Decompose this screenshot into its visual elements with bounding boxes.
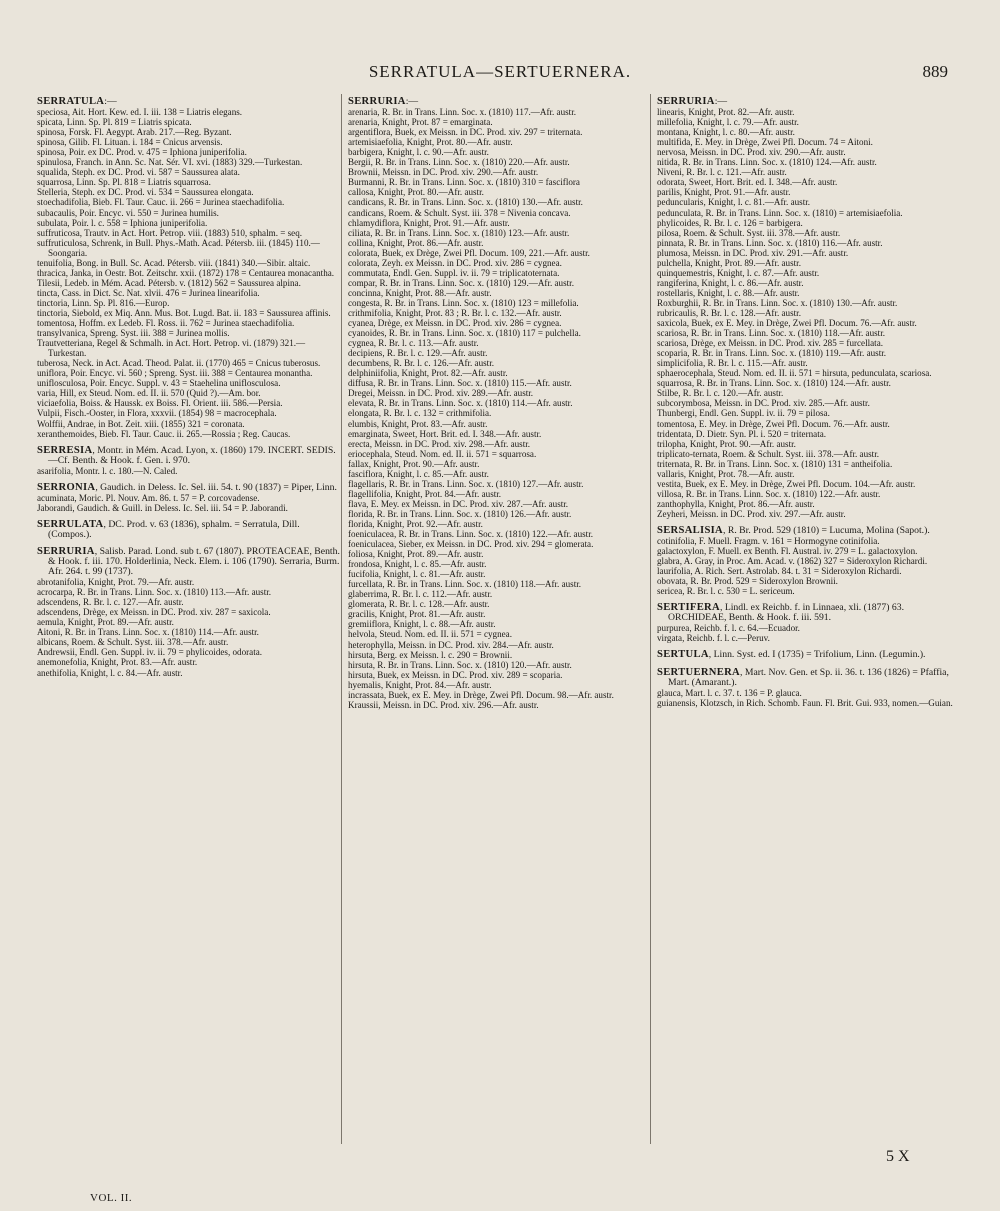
- species-entry: obovata, R. Br. Prod. 529 = Sideroxylon Brownii.: [657, 576, 838, 587]
- genus-citation: , R. Br. Prod. 529 (1810) = Lucuma, Molina (Sapot.).: [723, 524, 930, 536]
- species-entry: collina, Knight, Prot. 86.—Afr. austr.: [348, 237, 484, 248]
- species-entry: hirsuta, Berg. ex Meissn. l. c. 290 = Brownii.: [348, 649, 513, 660]
- species-entry: acrocarpa, R. Br. in Trans. Linn. Soc. x. (1810) 113.—Afr. austr.: [37, 587, 272, 598]
- species-entry: viciaefolia, Boiss. & Haussk. ex Boiss. Fl. Orient. iii. 586.—Persia.: [37, 398, 283, 409]
- genus-heading: [345, 97, 650, 107]
- species-entry: Kraussii, Meissn. in DC. Prod. xiv. 296.—Afr. austr.: [348, 699, 539, 710]
- species-entry: anethifolia, Knight, l. c. 84.—Afr. austr.: [37, 667, 183, 678]
- species-entry: florida, R. Br. in Trans. Linn. Soc. x. (1810) 126.—Afr. austr.: [348, 508, 572, 519]
- species-entry: elumbis, Knight, Prot. 83.—Afr. austr.: [348, 418, 488, 429]
- genus-citation: :—: [714, 97, 728, 107]
- species-entry: congesta, R. Br. in Trans. Linn. Soc. x. (1810) 123 = millefolia.: [348, 297, 579, 308]
- species-entry: decumbens, R. Br. l. c. 126.—Afr. austr.: [348, 358, 494, 369]
- genus-name: SERRESIA: [37, 444, 93, 456]
- species-entry: stoechadifolia, Bieb. Fl. Taur. Cauc. ii. 266 = Jurinea staechadifolia.: [37, 197, 285, 208]
- species-entry: laurifolia, A. Rich. Sert. Astrolab. 84. t. 31 = Sideroxylon Richardi.: [657, 566, 902, 577]
- species-entry: Thunbergi, Endl. Gen. Suppl. iv. ii. 79 = pilosa.: [657, 408, 830, 419]
- genus-block: [654, 603, 964, 643]
- species-entry: tridentata, D. Dietr. Syn. Pl. i. 520 = triternata.: [657, 428, 827, 439]
- species-entry: spinulosa, Franch. in Ann. Sc. Nat. Sér. VI. xvi. (1883) 329.—Turkestan.: [37, 157, 303, 168]
- genus-name: SERTIFERA: [657, 602, 720, 614]
- species-entry: cyanea, Drège, ex Meissn. in DC. Prod. xiv. 286 = cygnea.: [348, 318, 562, 329]
- species-entry: Niveni, R. Br. l. c. 121.—Afr. austr.: [657, 167, 787, 178]
- species-entry: subacaulis, Poir. Encyc. vi. 550 = Jurinea humilis.: [37, 207, 219, 218]
- species-entry: abrotanifolia, Knight, Prot. 79.—Afr. austr.: [37, 577, 195, 588]
- species-entry: foeniculacea, Sieber, ex Meissn. in DC. Prod. xiv. 294 = glomerata.: [348, 539, 594, 550]
- species-entry: Tilesii, Ledeb. in Mém. Acad. Pétersb. v. (1812) 562 = Saussurea alpina.: [37, 277, 301, 288]
- genus-citation: , Lindl. ex Reichb. f. in Linnaea, xli. (1877) 63. ORCHIDEAE, Benth. & Hook. f. iii. 591.: [668, 602, 904, 624]
- column-divider: [341, 94, 342, 1144]
- species-entry: chlamydiflora, Knight, Prot. 91.—Afr. austr.: [348, 217, 510, 228]
- species-entry: trilopha, Knight, Prot. 90.—Afr. austr.: [657, 438, 796, 449]
- genus-block: [654, 650, 964, 660]
- genus-citation: , Salisb. Parad. Lond. sub t. 67 (1807). PROTEACEAE, Benth. & Hook. f. iii. 170. Holderlinia, Neck. Elem. i. 106 (1790). Serraria, Burm. Afr. 264. t. 99 (1737).: [48, 545, 340, 578]
- species-entry: ciliata, R. Br. in Trans. Linn. Soc. x. (1810) 123.—Afr. austr.: [348, 227, 570, 238]
- genus-heading: [654, 526, 964, 536]
- species-entry: fucifolia, Knight, l. c. 81.—Afr. austr.: [348, 569, 486, 580]
- genus-citation: , DC. Prod. v. 63 (1836), sphalm. = Serratula, Dill. (Compos.).: [48, 518, 300, 540]
- species-entry: Aitoni, R. Br. in Trans. Linn. Soc. x. (1810) 114.—Afr. austr.: [37, 627, 259, 638]
- species-entry: gremiiflora, Knight, l. c. 88.—Afr. austr.: [348, 619, 496, 630]
- species-entry: montana, Knight, l. c. 80.—Afr. austr.: [657, 127, 795, 138]
- species-entry: hirsuta, R. Br. in Trans. Linn. Soc. x. (1810) 120.—Afr. austr.: [348, 659, 572, 670]
- genus-heading: [654, 97, 964, 107]
- species-entry: vallaris, Knight, Prot. 78.—Afr. austr.: [657, 468, 795, 479]
- species-entry: Vulpii, Fisch.-Ooster, in Flora, xxxvii. (1854) 98 = macrocephala.: [37, 408, 277, 419]
- genus-citation: :—: [104, 97, 117, 107]
- species-entry: sphaerocephala, Steud. Nom. ed. II. ii. 571 = hirsuta, pedunculata, scariosa.: [657, 368, 932, 379]
- species-entry: subcorymbosa, Meissn. in DC. Prod. xiv. 285.—Afr. austr.: [657, 398, 870, 409]
- species-entry: plumosa, Meissn. in DC. Prod. xiv. 291.—Afr. austr.: [657, 247, 849, 258]
- species-entry: scariosa, R. Br. in Trans. Linn. Soc. x. (1810) 118.—Afr. austr.: [657, 328, 886, 339]
- column-left: [34, 97, 340, 1207]
- species-entry: colorata, Buek, ex Drège, Zwei Pfl. Docum. 109, 221.—Afr. austr.: [348, 247, 590, 258]
- species-entry: pedunculata, R. Br. in Trans. Linn. Soc. x. (1810) = artemisiaefolia.: [657, 207, 903, 218]
- species-entry: Stilbe, R. Br. l. c. 120.—Afr. austr.: [657, 388, 784, 399]
- species-entry: anemonefolia, Knight, Prot. 83.—Afr. austr.: [37, 657, 198, 668]
- species-entry: triplicato-ternata, Roem. & Schult. Syst. iii. 378.—Afr. austr.: [657, 448, 880, 459]
- species-entry: Wolffii, Andrae, in Bot. Zeit. xiii. (1855) 321 = coronata.: [37, 418, 245, 429]
- species-entry: glabra, A. Gray, in Proc. Am. Acad. v. (1862) 327 = Sideroxylon Richardi.: [657, 556, 928, 567]
- species-entry: pilosa, Roem. & Schult. Syst. iii. 378.—Afr. austr.: [657, 227, 841, 238]
- species-entry: varia, Hill, ex Steud. Nom. ed. II. ii. 570 (Quid ?).—Am. bor.: [37, 388, 261, 399]
- species-entry: galactoxylon, F. Muell. ex Benth. Fl. Austral. iv. 279 = L. galactoxylon.: [657, 546, 918, 557]
- species-entry: eriocephala, Steud. Nom. ed. II. ii. 571 = squarrosa.: [348, 448, 537, 459]
- species-entry: glauca, Mart. l. c. 37. t. 136 = P. glauca.: [657, 687, 802, 698]
- genus-heading: [34, 97, 340, 107]
- species-entry: tomentosa, E. Mey. in Drège, Zwei Pfl. Docum. 76.—Afr. austr.: [657, 418, 890, 429]
- species-entry: phylicoides, R. Br. l. c. 126 = barbigera.: [657, 217, 803, 228]
- column-middle: [345, 97, 650, 1207]
- species-entry: aemula, Knight, Prot. 89.—Afr. austr.: [37, 617, 174, 628]
- volume-label: VOL. II.: [90, 1192, 133, 1204]
- page-number: 889: [922, 62, 948, 81]
- species-entry: virgata, Reichb. f. l. c.—Peruv.: [657, 633, 770, 644]
- species-entry: concinna, Knight, Prot. 88.—Afr. austr.: [348, 287, 492, 298]
- species-entry: candicans, Roem. & Schult. Syst. iii. 378 = Nivenia concava.: [348, 207, 571, 218]
- species-entry: pulchella, Knight, Prot. 89.—Afr. austr.: [657, 257, 801, 268]
- genus-block: [654, 668, 964, 708]
- genus-name: SERSALISIA: [657, 524, 724, 536]
- species-entry: hyemalis, Knight, Prot. 84.—Afr. austr.: [348, 679, 492, 690]
- species-entry: cotinifolia, F. Muell. Fragm. v. 161 = Hormogyne cotinifolia.: [657, 536, 880, 547]
- species-entry: multifida, E. Mey. in Drège, Zwei Pfl. Docum. 74 = Aitoni.: [657, 137, 873, 148]
- species-entry: tinctoria, Siebold, ex Miq. Ann. Mus. Bot. Lugd. Bat. ii. 183 = Saussurea affinis.: [37, 307, 331, 318]
- species-entry: tuberosa, Neck. in Act. Acad. Theod. Palat. ii. (1770) 465 = Cnicus tuberosus.: [37, 358, 321, 369]
- species-entry: suffruticosa, Trautv. in Act. Hort. Petrop. viii. (1883) 510, sphalm. = seq.: [37, 227, 303, 238]
- species-entry: rubricaulis, R. Br. l. c. 128.—Afr. austr.: [657, 307, 801, 318]
- species-entry: transylvanica, Spreng. Syst. iii. 388 = Jurinea mollis.: [37, 328, 230, 339]
- species-entry: erecta, Meissn. in DC. Prod. xiv. 298.—Afr. austr.: [348, 438, 531, 449]
- species-entry: xeranthemoides, Bieb. Fl. Taur. Cauc. ii. 265.—Rossia ; Reg. Caucas.: [37, 428, 291, 439]
- species-entry: zanthophylla, Knight, Prot. 86.—Afr. austr.: [657, 498, 815, 509]
- species-entry: glomerata, R. Br. l. c. 128.—Afr. austr.: [348, 599, 490, 610]
- species-entry: Andrewsii, Endl. Gen. Suppl. iv. ii. 79 = phylicoides, odorata.: [37, 647, 263, 658]
- genus-block: [345, 97, 650, 710]
- species-entry: tenuifolia, Bong. in Bull. Sc. Acad. Pétersb. viii. (1841) 340.—Sibir. altaic.: [37, 257, 311, 268]
- signature-mark: 5 X: [886, 1148, 910, 1165]
- species-entry: tomentosa, Hoffm. ex Ledeb. Fl. Ross. ii. 762 = Jurinea staechadifolia.: [37, 318, 295, 329]
- species-entry: thracica, Janka, in Oestr. Bot. Zeitschr. xxii. (1872) 178 = Centaurea monacantha.: [37, 267, 335, 278]
- species-entry: Dregei, Meissn. in DC. Prod. xiv. 289.—Afr. austr.: [348, 388, 534, 399]
- species-entry: decipiens, R. Br. l. c. 129.—Afr. austr.: [348, 348, 488, 359]
- genus-heading: [34, 520, 340, 540]
- species-entry: linearis, Knight, Prot. 82.—Afr. austr.: [657, 107, 795, 118]
- species-entry: peduncularis, Knight, l. c. 81.—Afr. austr.: [657, 197, 811, 208]
- species-entry: parilis, Knight, Prot. 91.—Afr. austr.: [657, 187, 791, 198]
- species-entry: squarrosa, R. Br. in Trans. Linn. Soc. x. (1810) 124.—Afr. austr.: [657, 378, 891, 389]
- species-entry: sericea, R. Br. l. c. 530 = L. sericeum.: [657, 586, 795, 597]
- species-entry: glaberrima, R. Br. l. c. 112.—Afr. austr.: [348, 589, 493, 600]
- species-entry: Stelleria, Steph. ex DC. Prod. vi. 534 = Saussurea elongata.: [37, 187, 254, 198]
- column-right: [654, 97, 964, 1207]
- species-entry: delphiniifolia, Knight, Prot. 82.—Afr. austr.: [348, 368, 508, 379]
- species-entry: Jaborandi, Gaudich. & Guill. in Deless. Ic. Sel. iii. 54 = P. Jaborandi.: [37, 502, 288, 513]
- species-entry: rostellaris, Knight, l. c. 88.—Afr. austr.: [657, 287, 800, 298]
- species-entry: adscendens, R. Br. l. c. 127.—Afr. austr.: [37, 597, 184, 608]
- species-entry: gracilis, Knight, Prot. 81.—Afr. austr.: [348, 609, 486, 620]
- species-entry: spicata, Linn. Sp. Pl. 819 = Liatris spicata.: [37, 117, 192, 128]
- species-entry: cyanoides, R. Br. in Trans. Linn. Soc. x. (1810) 117 = pulchella.: [348, 328, 581, 339]
- species-entry: candicans, R. Br. in Trans. Linn. Soc. x. (1810) 130.—Afr. austr.: [348, 197, 583, 208]
- genus-block: [654, 526, 964, 596]
- species-entry: uniflora, Poir. Encyc. vi. 560 ; Spreng. Syst. iii. 388 = Centaurea monantha.: [37, 368, 313, 379]
- genus-name: SERTULA: [657, 649, 709, 661]
- species-entry: commutata, Endl. Gen. Suppl. iv. ii. 79 = triplicatoternata.: [348, 267, 560, 278]
- species-entry: albicans, Roem. & Schult. Syst. iii. 378.—Afr. austr.: [37, 637, 229, 648]
- species-entry: suffruticulosa, Schrenk, in Bull. Phys.-Math. Acad. Pétersb. iii. (1845) 110.—Soongaria.: [37, 237, 320, 258]
- genus-block: [34, 97, 340, 439]
- species-entry: diffusa, R. Br. in Trans. Linn. Soc. x. (1810) 115.—Afr. austr.: [348, 378, 572, 389]
- species-entry: squalida, Steph. ex DC. Prod. vi. 587 = Saussurea alata.: [37, 167, 240, 178]
- genus-citation: :—: [405, 97, 419, 107]
- species-entry: quinquemestris, Knight, l. c. 87.—Afr. austr.: [657, 267, 820, 278]
- species-entry: Brownii, Meissn. in DC. Prod. xiv. 290.—Afr. austr.: [348, 167, 539, 178]
- species-entry: speciosa, Ait. Hort. Kew. ed. I. iii. 138 = Liatris elegans.: [37, 107, 243, 118]
- genus-name: SERRURIA: [348, 97, 406, 107]
- species-entry: Roxburghii, R. Br. in Trans. Linn. Soc. x. (1810) 130.—Afr. austr.: [657, 297, 898, 308]
- genus-block: [34, 520, 340, 540]
- species-entry: simplicifolia, R. Br. l. c. 115.—Afr. austr.: [657, 358, 808, 369]
- column-divider: [650, 94, 651, 1144]
- species-entry: furcellata, R. Br. in Trans. Linn. Soc. x. (1810) 118.—Afr. austr.: [348, 579, 582, 590]
- species-entry: crithmifolia, Knight, Prot. 83 ; R. Br. l. c. 132.—Afr. austr.: [348, 307, 562, 318]
- genus-heading: [654, 603, 964, 623]
- genus-name: SERRURIA: [657, 97, 715, 107]
- species-entry: Burmanni, R. Br. in Trans. Linn. Soc. x. (1810) 310 = fasciflora: [348, 177, 580, 188]
- species-entry: scariosa, Drège, ex Meissn. in DC. Prod. xiv. 285 = furcellata.: [657, 338, 884, 349]
- species-entry: elongata, R. Br. l. c. 132 = crithmifolia.: [348, 408, 492, 419]
- species-entry: spinosa, Poir. ex DC. Prod. v. 475 = Iphiona juniperifolia.: [37, 147, 247, 158]
- species-entry: elevata, R. Br. in Trans. Linn. Soc. x. (1810) 114.—Afr. austr.: [348, 398, 573, 409]
- genus-block: [34, 446, 340, 476]
- species-entry: asarifolia, Montr. l. c. 180.—N. Caled.: [37, 465, 178, 476]
- species-entry: pinnata, R. Br. in Trans. Linn. Soc. x. (1810) 116.—Afr. austr.: [657, 237, 883, 248]
- genus-name: SERRONIA: [37, 481, 96, 493]
- species-entry: fallax, Knight, Prot. 90.—Afr. austr.: [348, 458, 480, 469]
- species-entry: tincta, Cass. in Dict. Sc. Nat. xlvii. 476 = Jurinea linearifolia.: [37, 287, 260, 298]
- species-entry: Zeyheri, Meissn. in DC. Prod. xiv. 297.—Afr. austr.: [657, 508, 846, 519]
- species-entry: helvola, Steud. Nom. ed. II. ii. 571 = cygnea.: [348, 629, 512, 640]
- species-entry: argentiflora, Buek, ex Meissn. in DC. Prod. xiv. 297 = triternata.: [348, 127, 583, 138]
- species-entry: adscendens, Drège, ex Meissn. in DC. Prod. xiv. 287 = saxicola.: [37, 607, 271, 618]
- species-entry: uniflosculosa, Poir. Encyc. Suppl. v. 43 = Staehelina uniflosculosa.: [37, 378, 281, 389]
- species-entry: foeniculacea, R. Br. in Trans. Linn. Soc. x. (1810) 122.—Afr. austr.: [348, 529, 593, 540]
- genus-block: [34, 483, 340, 513]
- genus-block: [34, 547, 340, 678]
- species-entry: tinctoria, Linn. Sp. Pl. 816.—Europ.: [37, 297, 170, 308]
- species-entry: incrassata, Buek, ex E. Mey. in Drège, Zwei Pfl. Docum. 98.—Afr. austr.: [348, 689, 614, 700]
- genus-heading: [654, 650, 964, 660]
- genus-citation: , Mart. Nov. Gen. et Sp. ii. 36. t. 136 (1826) = Pfaffia, Mart. (Amarant.).: [668, 666, 949, 688]
- species-entry: nitida, R. Br. in Trans. Linn. Soc. x. (1810) 124.—Afr. austr.: [657, 157, 877, 168]
- species-entry: triternata, R. Br. in Trans. Linn. Soc. x. (1810) 131 = antheifolia.: [657, 458, 893, 469]
- genus-heading: [34, 446, 340, 466]
- genus-citation: , Montr. in Mém. Acad. Lyon, x. (1860) 179. INCERT. SEDIS.—Cf. Benth. & Hook. f. Gen. i. 970.: [48, 444, 336, 466]
- species-entry: callosa, Knight, Prot. 80.—Afr. austr.: [348, 187, 484, 198]
- genus-citation: , Gaudich. in Deless. Ic. Sel. iii. 54. t. 90 (1837) = Piper, Linn.: [95, 481, 337, 493]
- genus-citation: , Linn. Syst. ed. I (1735) = Trifolium, Linn. (Legumin.).: [708, 649, 926, 661]
- species-entry: nervosa, Meissn. in DC. Prod. xiv. 290.—Afr. austr.: [657, 147, 846, 158]
- genus-name: SERRULATA: [37, 518, 104, 530]
- species-entry: odorata, Sweet, Hort. Brit. ed. I. 348.—Afr. austr.: [657, 177, 838, 188]
- species-entry: hirsuta, Buek, ex Meissn. in DC. Prod. xiv. 289 = scoparia.: [348, 669, 563, 680]
- species-entry: heterophylla, Meissn. in DC. Prod. xiv. 284.—Afr. austr.: [348, 639, 554, 650]
- species-entry: foliosa, Knight, Prot. 89.—Afr. austr.: [348, 549, 484, 560]
- genus-block: [654, 97, 964, 519]
- species-entry: compar, R. Br. in Trans. Linn. Soc. x. (1810) 129.—Afr. austr.: [348, 277, 574, 288]
- species-entry: fasciflora, Knight, l. c. 85.—Afr. austr.: [348, 468, 489, 479]
- species-entry: scoparia, R. Br. in Trans. Linn. Soc. x. (1810) 119.—Afr. austr.: [657, 348, 887, 359]
- species-entry: flagellaris, R. Br. in Trans. Linn. Soc. x. (1810) 127.—Afr. austr.: [348, 478, 584, 489]
- running-title: SERRATULA—SERTUERNERA.: [368, 62, 632, 81]
- species-entry: colorata, Zeyh. ex Meissn. in DC. Prod. xiv. 286 = cygnea.: [348, 257, 562, 268]
- species-entry: arenaria, R. Br. in Trans. Linn. Soc. x. (1810) 117.—Afr. austr.: [348, 107, 576, 118]
- species-entry: arenaria, Knight, Prot. 87 = emarginata.: [348, 117, 493, 128]
- genus-heading: [34, 483, 340, 493]
- species-entry: guianensis, Klotzsch, in Rich. Schomb. Faun. Fl. Brit. Gui. 933, nomen.—Guian.: [657, 697, 953, 708]
- species-entry: flava, E. Mey. ex Meissn. in DC. Prod. xiv. 287.—Afr. austr.: [348, 498, 569, 509]
- species-entry: Trautvetteriana, Regel & Schmalh. in Act. Hort. Petrop. vi. (1879) 321.—Turkestan.: [37, 338, 306, 359]
- species-entry: acuminata, Moric. Pl. Nouv. Am. 86. t. 57 = P. corcovadense.: [37, 492, 260, 503]
- species-entry: purpurea, Reichb. f. l. c. 64.—Ecuador.: [657, 623, 800, 634]
- species-entry: millefolia, Knight, l. c. 79.—Afr. austr.: [657, 117, 799, 128]
- species-entry: cygnea, R. Br. l. c. 113.—Afr. austr.: [348, 338, 479, 349]
- species-entry: rangiferina, Knight, l. c. 86.—Afr. austr.: [657, 277, 804, 288]
- species-entry: spinosa, Forsk. Fl. Aegypt. Arab. 217.—Reg. Byzant.: [37, 127, 232, 138]
- species-entry: villosa, R. Br. in Trans. Linn. Soc. x. (1810) 122.—Afr. austr.: [657, 488, 881, 499]
- species-entry: squarrosa, Linn. Sp. Pl. 818 = Liatris squarrosa.: [37, 177, 211, 188]
- genus-heading: [654, 668, 964, 688]
- species-entry: florida, Knight, Prot. 92.—Afr. austr.: [348, 518, 483, 529]
- genus-name: SERRATULA: [37, 97, 105, 107]
- species-entry: emarginata, Sweet, Hort. Brit. ed. I. 348.—Afr. austr.: [348, 428, 542, 439]
- species-entry: Bergii, R. Br. in Trans. Linn. Soc. x. (1810) 220.—Afr. austr.: [348, 157, 570, 168]
- species-entry: saxicola, Buek, ex E. Mey. in Drège, Zwei Pfl. Docum. 76.—Afr. austr.: [657, 318, 917, 329]
- species-entry: barbigera, Knight, l. c. 90.—Afr. austr.: [348, 147, 489, 158]
- species-entry: vestita, Buek, ex E. Mey. in Drège, Zwei Pfl. Docum. 104.—Afr. austr.: [657, 478, 916, 489]
- species-entry: flagellifolia, Knight, Prot. 84.—Afr. austr.: [348, 488, 502, 499]
- species-entry: frondosa, Knight, l. c. 85.—Afr. austr.: [348, 559, 487, 570]
- species-entry: spinosa, Gilib. Fl. Lituan. i. 184 = Cnicus arvensis.: [37, 137, 223, 148]
- genus-name: SERTUERNERA: [657, 666, 740, 678]
- species-entry: subulata, Poir. l. c. 558 = Iphiona juniperifolia.: [37, 217, 208, 228]
- species-entry: artemisiaefolia, Knight, Prot. 80.—Afr. austr.: [348, 137, 513, 148]
- genus-name: SERRURIA: [37, 545, 95, 557]
- genus-heading: [34, 547, 340, 577]
